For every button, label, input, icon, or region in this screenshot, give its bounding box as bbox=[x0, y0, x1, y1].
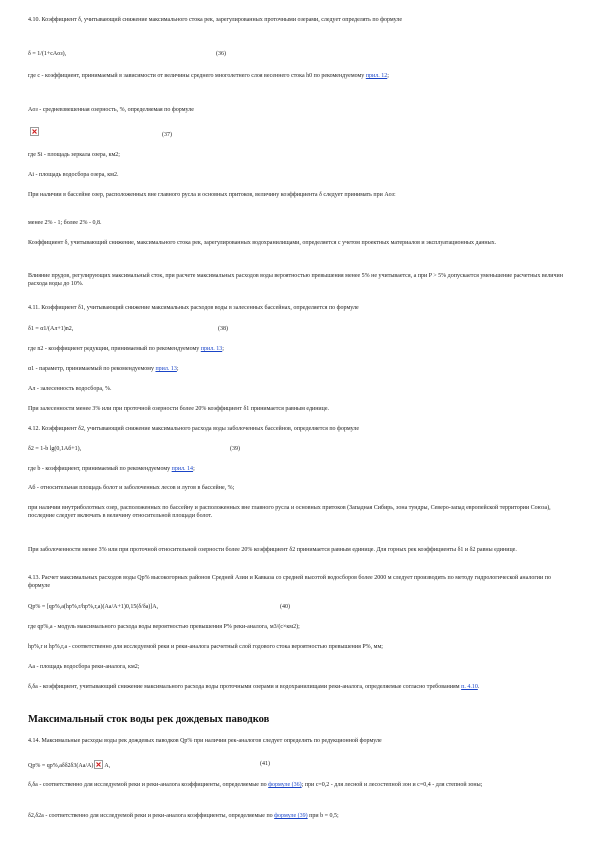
broken-image-icon bbox=[30, 127, 39, 136]
link-appendix-13[interactable]: прил. 13 bbox=[200, 346, 223, 352]
paragraph-end: при b = 0,5; bbox=[309, 813, 339, 819]
paragraph-text: α1 - параметр, принимаемый по рекомендуемому bbox=[28, 366, 154, 372]
paragraph-end: ; bbox=[222, 346, 224, 352]
paragraph-qpa: где qp%,a - модуль максимального расхода воды вероятностью превышения P% реки-аналога, м3/(с×км2); bbox=[28, 624, 300, 630]
formula-39: δ2 = 1-b lg(0,1Aб+1), bbox=[28, 446, 82, 452]
link-section-4-10[interactable]: п. 4.10 bbox=[461, 684, 478, 690]
paragraph-end: . bbox=[477, 684, 480, 690]
formula-part: A, bbox=[104, 763, 111, 769]
equation-number-39: (39) bbox=[230, 446, 240, 452]
paragraph-lakes-outside: При наличии в бассейне озер, расположенных вне главного русла и основных притоков, величину коэффициента δ следует принимать при Aоз: bbox=[28, 192, 396, 198]
link-formula-36[interactable]: формуле (36) bbox=[268, 782, 302, 788]
equation-number-36: (36) bbox=[216, 51, 226, 57]
section-heading: Максимальный сток воды рек дождевых паводков bbox=[28, 714, 270, 725]
paragraph-end: ; bbox=[387, 73, 389, 79]
formula-part: Qp% = qp%,aδδ2δ3(Aa/A) bbox=[28, 763, 94, 769]
paragraph-aa: Aa - площадь водосбора реки-аналога, км2; bbox=[28, 664, 140, 670]
paragraph-end: ; bbox=[176, 366, 179, 372]
formula-36: δ = 1/(1+cAоз), bbox=[28, 51, 67, 57]
paragraph-si: где Si - площадь зеркала озера, км2; bbox=[28, 152, 120, 158]
paragraph-ai: Ai - площадь водосбора озера, км2. bbox=[28, 172, 119, 178]
paragraph-4-10: 4.10. Коэффициент δ, учитывающий снижение максимального стока рек, зарегулированных проточными озерами, следует определять по формуле bbox=[28, 17, 403, 23]
formula-41 bbox=[28, 760, 110, 770]
link-appendix-14[interactable]: прил. 14 bbox=[171, 466, 194, 472]
paragraph-less-more: менее 2% - 1; более 2% - 0,8. bbox=[28, 220, 102, 226]
link-formula-39[interactable]: формуле (39) bbox=[274, 813, 308, 819]
paragraph-text: где c - коэффициент, принимаемый в зависимости от величины среднего многолетнего слоя весеннего стока h0 по рекомендуемому bbox=[28, 73, 365, 79]
paragraph-end: ; при c=0,2 - для лесной и лесостепной зон и c=0,4 - для степной зоны; bbox=[301, 782, 483, 788]
paragraph-al: Aл - залесенность водосбора, %. bbox=[28, 386, 112, 392]
formula-38: δ1 = α1/(Aл+1)n2, bbox=[28, 326, 74, 332]
link-appendix-12[interactable]: прил. 12 bbox=[365, 73, 388, 79]
paragraph-text: δ,δa - коэффициент, учитывающий снижение максимального расхода воды проточными озерами и водохранилищами реки-аналога, определяемые согласно требованиям bbox=[28, 684, 460, 690]
paragraph-text: δ2,δ2a - соответственно для исследуемой реки и реки-аналога коэффициенты, определяемые по bbox=[28, 813, 273, 819]
paragraph-text: где b - коэффициент, принимаемый по рекомендуемому bbox=[28, 466, 171, 472]
paragraph-lake-percentage: Aоз - средневзвешенная озерность, %, определяемая по формуле bbox=[28, 107, 194, 113]
paragraph-alpha1 bbox=[28, 365, 568, 373]
paragraph-end: ; bbox=[193, 466, 195, 472]
paragraph-text: где n2 - коэффициент редукции, принимаемый по рекомендуемому bbox=[28, 346, 200, 352]
paragraph-4-14: 4.14. Максимальные расходы воды рек дождевых паводков Qp% при наличии рек-аналогов следует определять по редукционной формуле bbox=[28, 738, 382, 744]
paragraph-delta-39 bbox=[28, 812, 568, 820]
equation-number-38: (38) bbox=[218, 326, 228, 332]
paragraph-bog-threshold: При заболоченности менее 3% или при проточной относительной озерности более 20% коэффициент δ2 принимается равным единице. Для горных рек коэффициенты δ1 и δ2 равны единице. bbox=[28, 547, 517, 553]
paragraph-b bbox=[28, 465, 568, 473]
paragraph-bog-lakes: при наличии внутриболотных озер, расположенных по бассейну и расположенных вне главного русла и основных притоков (Западная Сибирь, зона тундры, Северо-запад европейской территории Союза), последние следует включать в величину относительной площади болот. bbox=[28, 505, 551, 519]
broken-image-icon bbox=[94, 760, 103, 769]
paragraph-delta-36 bbox=[28, 781, 568, 789]
paragraph-forest-threshold: При залесенности менее 3% или при проточной озерности более 20% коэффициент δ1 принимается равным единице. bbox=[28, 406, 330, 412]
equation-number-40: (40) bbox=[280, 604, 290, 610]
equation-number-41: (41) bbox=[260, 761, 270, 767]
paragraph-c-coefficient bbox=[28, 72, 568, 80]
paragraph-4-13: 4.13. Расчет максимальных расходов воды Qp% высокогорных районов Средней Азии и Кавказа со средней высотой водосборов более 2000 м следует производить по методу гидрологической аналогии по формуле bbox=[28, 575, 551, 589]
equation-number-37: (37) bbox=[162, 132, 172, 138]
paragraph-n2 bbox=[28, 345, 568, 353]
link-appendix-13[interactable]: прил. 13 bbox=[155, 366, 177, 372]
paragraph-4-12: 4.12. Коэффициент δ2, учитывающий снижение максимального расхода воды заболоченных бассейнов, определяется по формуле bbox=[28, 426, 360, 432]
formula-40: Qp% = [qp%,a(hp%,r/hp%,r,a)(Aa/A+1)0,15(δ/δa)]A, bbox=[28, 604, 159, 610]
paragraph-delta-a bbox=[28, 683, 568, 691]
paragraph-hpr: hp%,r и hp%,r,a - соответственно для исследуемой реки и реки-аналога расчетный слой годового стока вероятностью превышения P%, мм; bbox=[28, 644, 383, 650]
paragraph-ponds: Влияние прудов, регулирующих максимальный сток, при расчете максимальных расходов воды вероятностью превышения менее 5% не учитывается, а при P > 5% допускается уменьшение расчетных величин расхода воды до 10%. bbox=[28, 273, 563, 287]
paragraph-ab: Aб - относительная площадь болот и заболоченных лесов и лугов в бассейне, %; bbox=[28, 485, 235, 491]
paragraph-reservoirs: Коэффициент δ, учитывающий снижение, максимального стока рек, зарегулированных водохранилищами, определяется с учетом проектных материалов и эксплуатационных данных. bbox=[28, 240, 497, 246]
paragraph-4-11: 4.11. Коэффициент δ1, учитывающий снижение максимальных расходов воды в залесенных бассейнах, определяется по формуле bbox=[28, 305, 359, 311]
paragraph-text: δ,δa - соответственно для исследуемой реки и реки-аналога коэффициенты, определяемые по bbox=[28, 782, 267, 788]
